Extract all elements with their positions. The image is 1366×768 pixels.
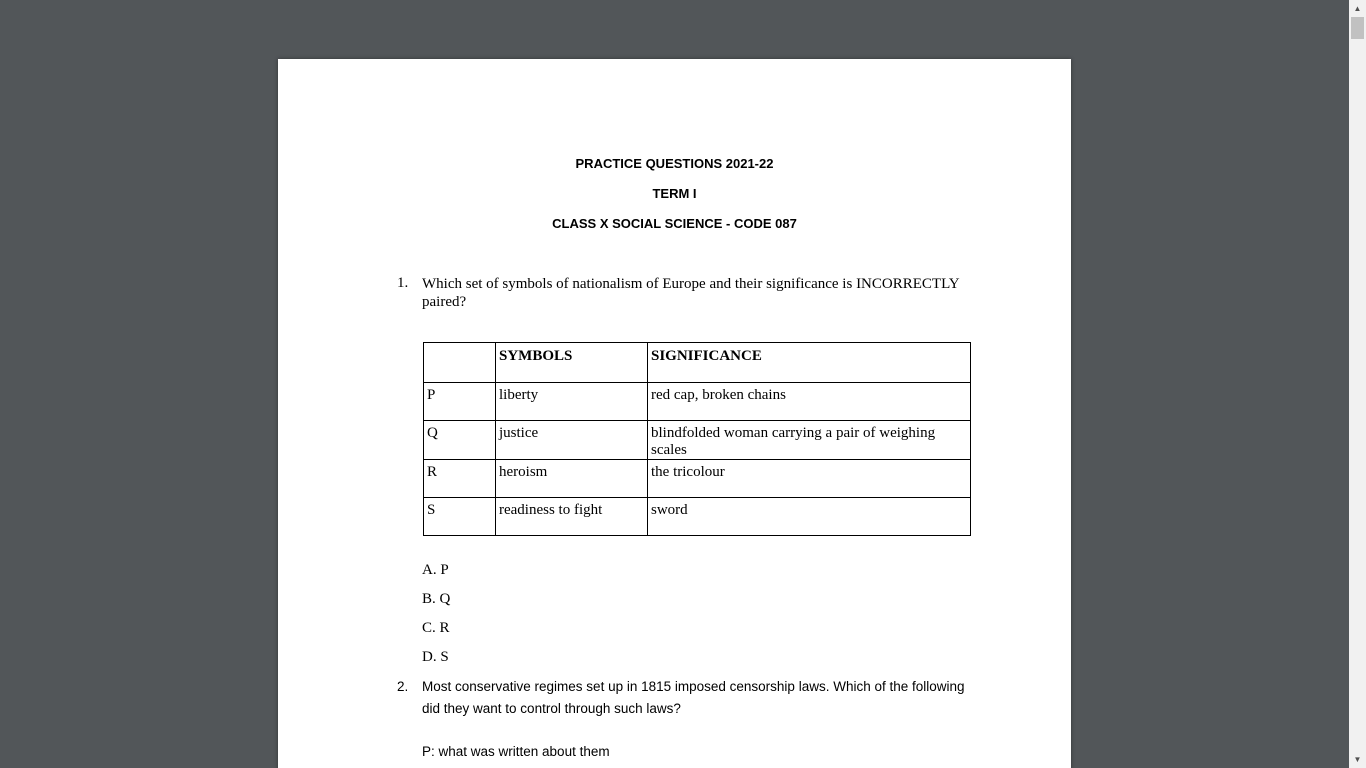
- table-cell: S: [424, 498, 496, 536]
- table-cell: blindfolded woman carrying a pair of weighing scales: [648, 421, 971, 460]
- scroll-down-icon[interactable]: ▼: [1353, 755, 1362, 764]
- table-cell: R: [424, 460, 496, 498]
- table-header-cell: SIGNIFICANCE: [648, 343, 971, 383]
- table-cell: red cap, broken chains: [648, 383, 971, 421]
- question-1-text: Which set of symbols of nationalism of Europe and their significance is INCORRECTLY paired?: [422, 276, 960, 310]
- table-cell: sword: [648, 498, 971, 536]
- table-cell: liberty: [496, 383, 648, 421]
- question-2-text: Most conservative regimes set up in 1815 imposed censorship laws. Which of the following did they want to control through such laws?: [422, 679, 965, 716]
- table-header-cell: [424, 343, 496, 383]
- pdf-page: [278, 59, 1071, 768]
- question-2-item-p: P: what was written about them: [422, 744, 610, 759]
- document-term: TERM I: [652, 186, 697, 201]
- scroll-up-icon[interactable]: ▲: [1353, 4, 1362, 13]
- table-row: [424, 498, 971, 536]
- option-c: C. R: [422, 620, 450, 636]
- table-cell: Q: [424, 421, 496, 460]
- table-cell: the tricolour: [648, 460, 971, 498]
- symbols-table: [423, 342, 971, 536]
- vertical-scrollbar[interactable]: [1349, 0, 1366, 768]
- table-cell: justice: [496, 421, 648, 460]
- scrollbar-thumb[interactable]: [1351, 17, 1364, 39]
- table-row: [424, 383, 971, 421]
- question-1-number: 1.: [397, 275, 409, 291]
- table-cell: readiness to fight: [496, 498, 648, 536]
- table-header-row: [424, 343, 971, 383]
- document-title: PRACTICE QUESTIONS 2021-22: [575, 156, 774, 171]
- option-d: D. S: [422, 649, 449, 665]
- question-2-number: 2.: [397, 679, 409, 694]
- table-row: [424, 460, 971, 498]
- table-cell: P: [424, 383, 496, 421]
- table-cell: heroism: [496, 460, 648, 498]
- option-a: A. P: [422, 562, 449, 578]
- table-header-cell: SYMBOLS: [496, 343, 648, 383]
- option-b: B. Q: [422, 591, 451, 607]
- document-class-code: CLASS X SOCIAL SCIENCE - CODE 087: [552, 216, 797, 231]
- table-row: [424, 421, 971, 460]
